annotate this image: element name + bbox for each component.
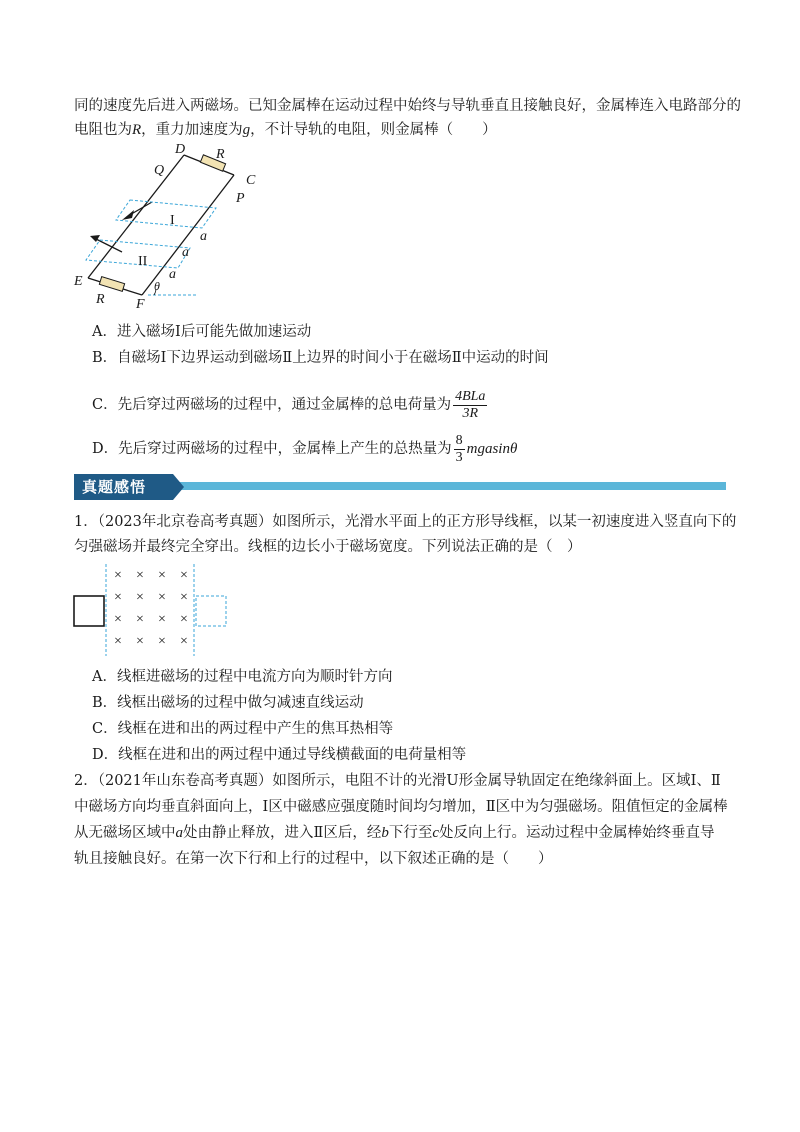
field-cross: × bbox=[158, 568, 166, 583]
section-title: 真题感悟 bbox=[82, 478, 147, 496]
field-cross: × bbox=[136, 568, 144, 583]
q2-line-1: 2．（2021年山东卷高考真题）如图所示，电阻不计的光滑U形金属导轨固定在绝缘斜面上。区域Ⅰ、Ⅱ bbox=[74, 773, 721, 789]
section-banner bbox=[74, 474, 726, 500]
q1-stem-line-1: 1．（2023年北京卷高考真题）如图所示，光滑水平面上的正方形导线框，以某一初速度进入竖直向下的 bbox=[74, 514, 737, 530]
field-cross: × bbox=[158, 634, 166, 649]
prev-stem-line-1: 同的速度先后进入两磁场。已知金属棒在运动过程中始终与导轨垂直且接触良好，金属棒连入电路部分的 bbox=[74, 98, 741, 114]
field-cross: × bbox=[136, 590, 144, 605]
label-region-I: I bbox=[170, 213, 175, 228]
q1-option-d: D．线框在进和出的两过程中通过导线横截面的电荷量相等 bbox=[92, 747, 467, 763]
field-cross: × bbox=[136, 634, 144, 649]
q2-line-3: 从无磁场区域中a处由静止释放，进入Ⅱ区后，经b下行至c处反向上行。运动过程中金属棒始终垂直导 bbox=[74, 825, 715, 841]
label-P: P bbox=[236, 191, 245, 206]
label-region-II: II bbox=[138, 254, 148, 269]
label-R-top: R bbox=[216, 147, 225, 162]
prev-option-c: C．先后穿过两磁场的过程中，通过金属棒的总电荷量为 $\frac{\text{4BLa}}{3R}$ bbox=[92, 388, 486, 421]
q2-line-2: 中磁场方向均垂直斜面向上，Ⅰ区中磁感应强度随时间均匀增加，Ⅱ区中为匀强磁场。阻值恒定的金属棒 bbox=[74, 799, 728, 815]
field-cross: × bbox=[180, 568, 188, 583]
label-theta: θ bbox=[154, 279, 160, 293]
magnetic-field-figure bbox=[70, 560, 240, 660]
prev-option-a: A．进入磁场Ⅰ后可能先做加速运动 bbox=[92, 324, 312, 340]
label-R-bottom: R bbox=[96, 292, 105, 307]
field-cross: × bbox=[180, 590, 188, 605]
field-cross: × bbox=[114, 634, 122, 649]
q1-option-c: C．线框在进和出的两过程中产生的焦耳热相等 bbox=[92, 721, 394, 737]
field-cross: × bbox=[114, 590, 122, 605]
label-Q: Q bbox=[154, 163, 165, 178]
label-D: D bbox=[175, 142, 186, 157]
loop-exit-position bbox=[196, 596, 226, 626]
square-loop bbox=[74, 596, 104, 626]
field-cross: × bbox=[158, 612, 166, 627]
label-a-1: a bbox=[200, 229, 207, 244]
banner-bar bbox=[164, 482, 726, 490]
arrow-head-1 bbox=[122, 210, 134, 220]
field-cross: × bbox=[114, 612, 122, 627]
heat-fraction: $\frac{8}{3}$ bbox=[455, 432, 463, 465]
q1-stem-line-2: 匀强磁场并最终完全穿出。线框的边长小于磁场宽度。下列说法正确的是（ ） bbox=[74, 539, 582, 555]
field-cross: × bbox=[136, 612, 144, 627]
q2-line-4: 轨且接触良好。在第一次下行和上行的过程中，以下叙述正确的是（ ） bbox=[74, 851, 553, 867]
inclined-rails-figure bbox=[70, 140, 270, 310]
field-cross: × bbox=[180, 634, 188, 649]
rail-right bbox=[142, 175, 234, 295]
field-cross: × bbox=[180, 612, 188, 627]
prev-stem-line-2: 电阻也为R，重力加速度为g，不计导轨的电阻，则金属棒（ ） bbox=[74, 122, 497, 138]
field-cross: × bbox=[158, 590, 166, 605]
charge-fraction: $\frac{\text{4BLa}}{3R}$ bbox=[455, 388, 486, 421]
label-C: C bbox=[246, 173, 256, 188]
label-F: F bbox=[136, 297, 145, 310]
prev-option-b: B．自磁场Ⅰ下边界运动到磁场Ⅱ上边界的时间小于在磁场Ⅱ中运动的时间 bbox=[92, 350, 549, 366]
label-a-2: a bbox=[182, 245, 189, 260]
prev-option-d: D．先后穿过两磁场的过程中，金属棒上产生的总热量为 $\frac{8}{3}$ mgasinθ bbox=[92, 432, 518, 465]
q1-option-b: B．线框出磁场的过程中做匀减速直线运动 bbox=[92, 695, 364, 711]
label-E: E bbox=[74, 274, 83, 289]
q1-option-a: A．线框进磁场的过程中电流方向为顺时针方向 bbox=[92, 669, 393, 685]
resistor-bottom bbox=[99, 277, 124, 292]
label-a-3: a bbox=[169, 267, 176, 282]
field-cross: × bbox=[114, 568, 122, 583]
